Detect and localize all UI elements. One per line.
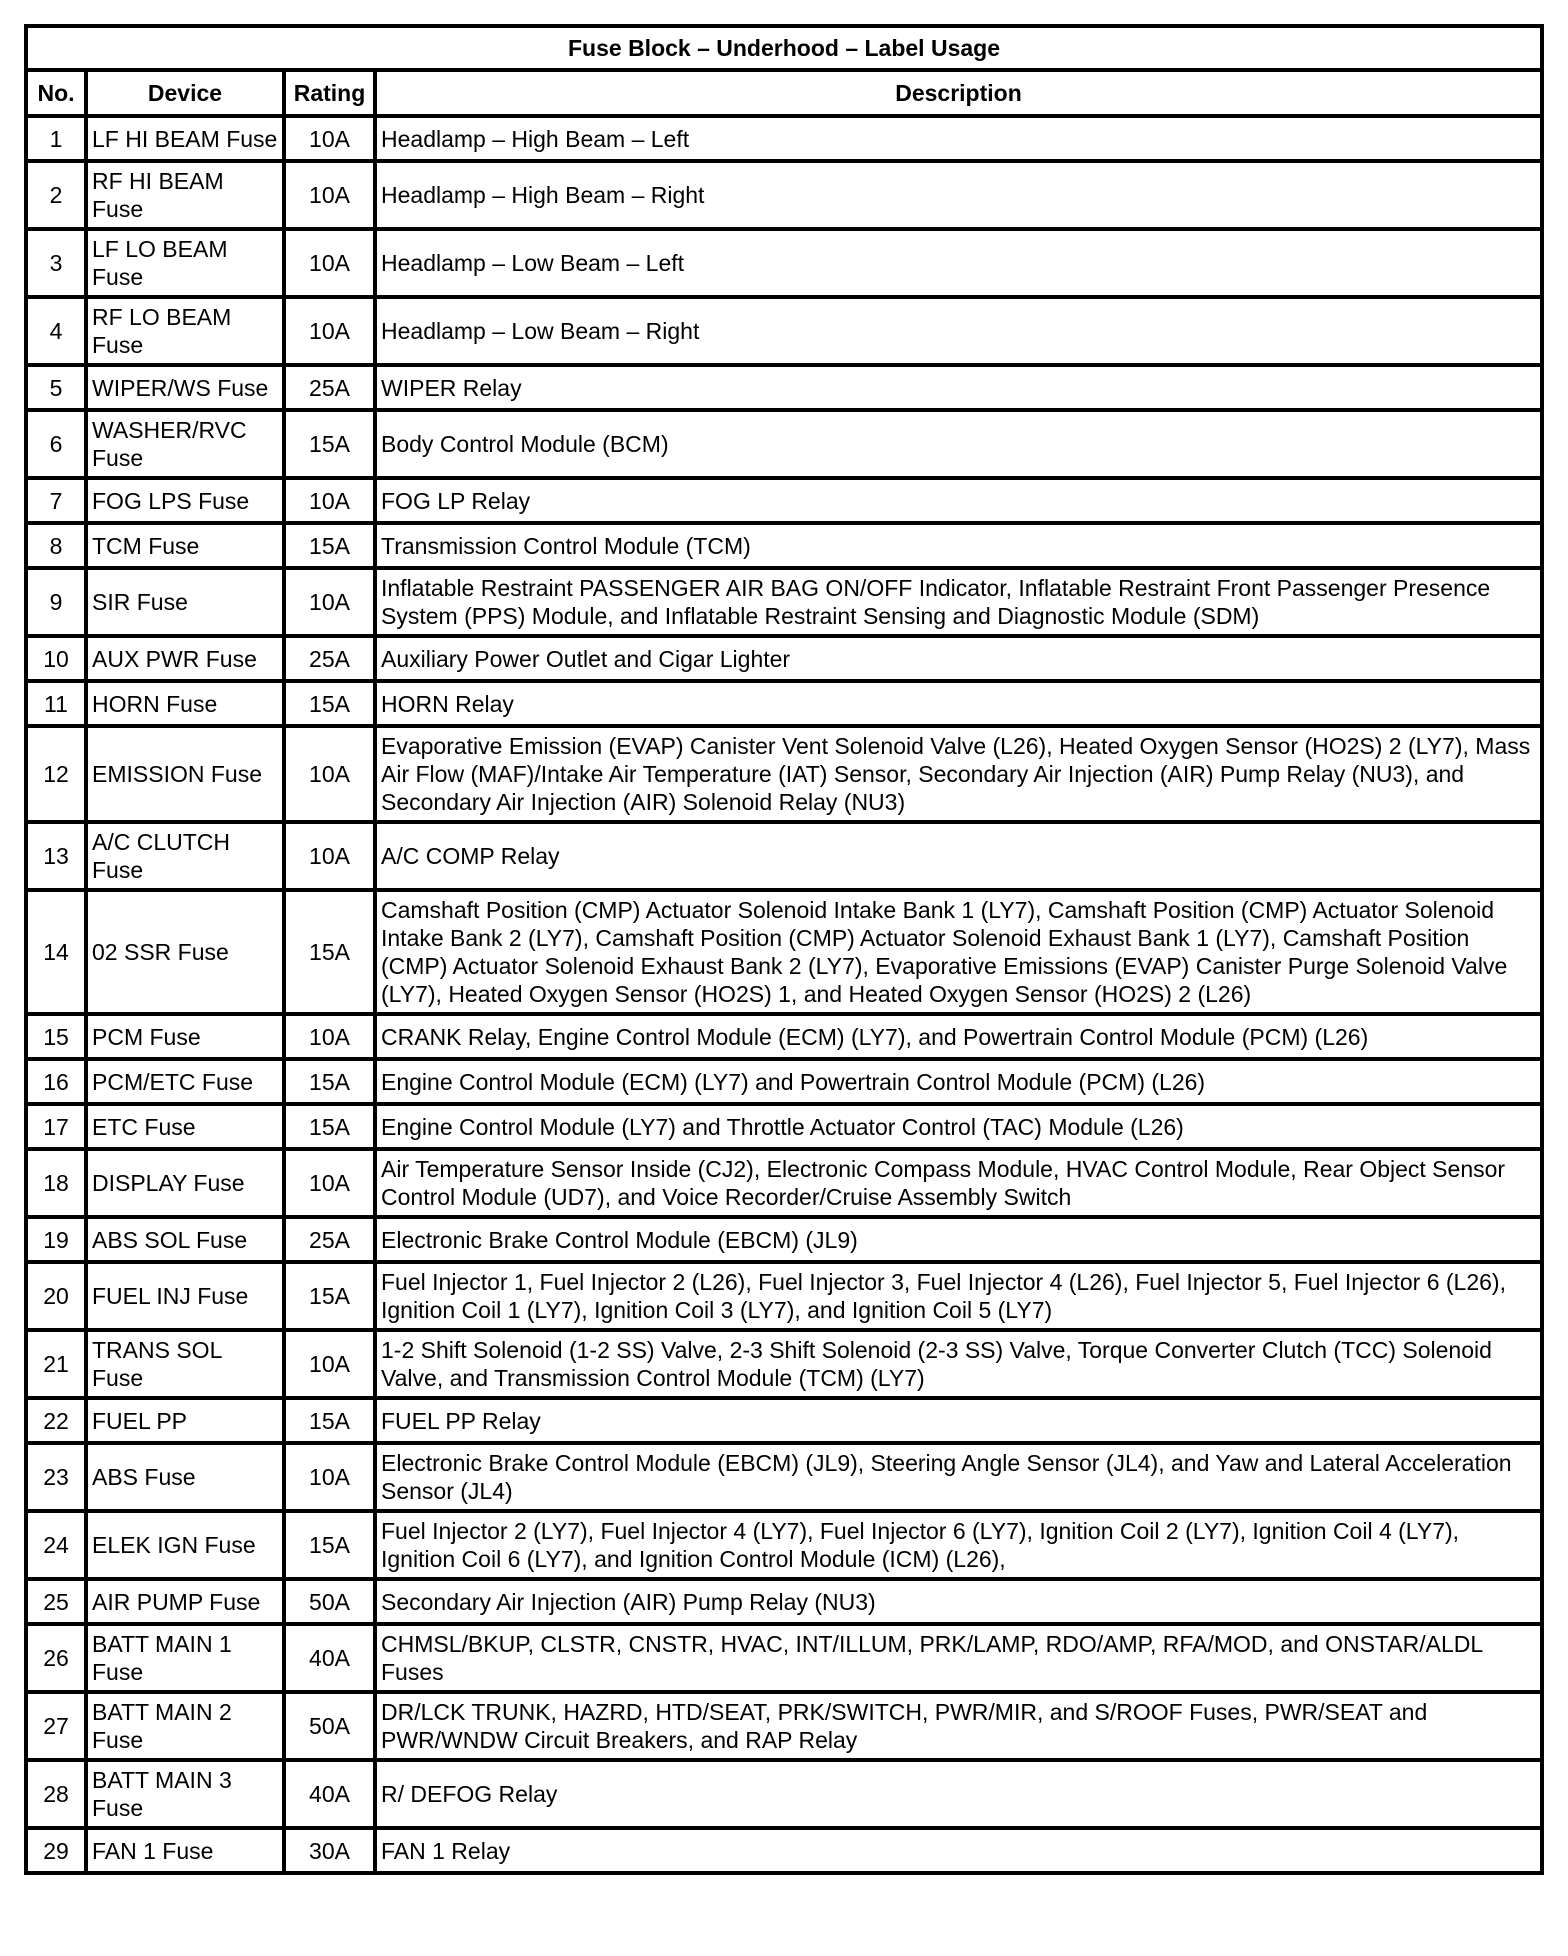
table-row bbox=[26, 1624, 1542, 1692]
fuse-rating: 15A bbox=[284, 1511, 375, 1579]
fuse-rating: 10A bbox=[284, 116, 375, 161]
fuse-rating: 15A bbox=[284, 1398, 375, 1443]
fuse-description: R/ DEFOG Relay bbox=[375, 1760, 1542, 1828]
fuse-number: 24 bbox=[26, 1511, 86, 1579]
fuse-description: Fuel Injector 1, Fuel Injector 2 (L26), Fuel Injector 3, Fuel Injector 4 (L26), Fuel Injector 5, Fuel Injector 6 (L26), Ignition Coil 1 (LY7), Ignition Coil 3 (LY7), and Ignition Coil 5 (LY7) bbox=[375, 1262, 1542, 1330]
fuse-description: Inflatable Restraint PASSENGER AIR BAG ON/OFF Indicator, Inflatable Restraint Front Passenger Presence System (PPS) Module, and Inflatable Restraint Sensing and Diagnostic Module (SDM) bbox=[375, 568, 1542, 636]
fuse-rating: 25A bbox=[284, 365, 375, 410]
fuse-description: CRANK Relay, Engine Control Module (ECM) (LY7), and Powertrain Control Module (PCM) (L26) bbox=[375, 1014, 1542, 1059]
fuse-rating: 10A bbox=[284, 822, 375, 890]
table-row bbox=[26, 1443, 1542, 1511]
fuse-description: Headlamp – High Beam – Left bbox=[375, 116, 1542, 161]
fuse-device: RF HI BEAM Fuse bbox=[86, 161, 284, 229]
table-row bbox=[26, 523, 1542, 568]
fuse-rating: 15A bbox=[284, 410, 375, 478]
fuse-number: 18 bbox=[26, 1149, 86, 1217]
table-row bbox=[26, 1828, 1542, 1873]
fuse-description: Air Temperature Sensor Inside (CJ2), Electronic Compass Module, HVAC Control Module, Rear Object Sensor Control Module (UD7), and Voice Recorder/Cruise Assembly Switch bbox=[375, 1149, 1542, 1217]
fuse-number: 5 bbox=[26, 365, 86, 410]
fuse-device: LF HI BEAM Fuse bbox=[86, 116, 284, 161]
fuse-number: 19 bbox=[26, 1217, 86, 1262]
table-row bbox=[26, 1579, 1542, 1624]
fuse-number: 21 bbox=[26, 1330, 86, 1398]
fuse-number: 12 bbox=[26, 726, 86, 822]
fuse-rating: 10A bbox=[284, 229, 375, 297]
fuse-description: FOG LP Relay bbox=[375, 478, 1542, 523]
fuse-number: 28 bbox=[26, 1760, 86, 1828]
table-row bbox=[26, 636, 1542, 681]
fuse-description: Evaporative Emission (EVAP) Canister Vent Solenoid Valve (L26), Heated Oxygen Sensor (HO2S) 2 (LY7), Mass Air Flow (MAF)/Intake Air Temperature (IAT) Sensor, Secondary Air Injection (AIR) Pump Relay (NU3), and Secondary Air Injection (AIR) Solenoid Relay (NU3) bbox=[375, 726, 1542, 822]
table-row bbox=[26, 1014, 1542, 1059]
fuse-device: FOG LPS Fuse bbox=[86, 478, 284, 523]
fuse-description: WIPER Relay bbox=[375, 365, 1542, 410]
fuse-rating: 50A bbox=[284, 1579, 375, 1624]
fuse-device: TCM Fuse bbox=[86, 523, 284, 568]
table-row bbox=[26, 822, 1542, 890]
fuse-number: 10 bbox=[26, 636, 86, 681]
fuse-rating: 10A bbox=[284, 161, 375, 229]
fuse-device: BATT MAIN 2 Fuse bbox=[86, 1692, 284, 1760]
table-row bbox=[26, 890, 1542, 1014]
fuse-description: FAN 1 Relay bbox=[375, 1828, 1542, 1873]
table-row bbox=[26, 726, 1542, 822]
fuse-number: 25 bbox=[26, 1579, 86, 1624]
fuse-rating: 50A bbox=[284, 1692, 375, 1760]
fuse-rating: 15A bbox=[284, 523, 375, 568]
fuse-device: BATT MAIN 1 Fuse bbox=[86, 1624, 284, 1692]
table-row bbox=[26, 1217, 1542, 1262]
fuse-rating: 10A bbox=[284, 1149, 375, 1217]
table-title: Fuse Block – Underhood – Label Usage bbox=[26, 26, 1542, 70]
fuse-number: 3 bbox=[26, 229, 86, 297]
fuse-number: 13 bbox=[26, 822, 86, 890]
fuse-number: 6 bbox=[26, 410, 86, 478]
fuse-device: WIPER/WS Fuse bbox=[86, 365, 284, 410]
fuse-number: 22 bbox=[26, 1398, 86, 1443]
table-row bbox=[26, 568, 1542, 636]
fuse-device: A/C CLUTCH Fuse bbox=[86, 822, 284, 890]
fuse-rating: 15A bbox=[284, 1104, 375, 1149]
fuse-description: Camshaft Position (CMP) Actuator Solenoid Intake Bank 1 (LY7), Camshaft Position (CMP) Actuator Solenoid Intake Bank 2 (LY7), Camshaft Position (CMP) Actuator Solenoid Exhaust Bank 1 (LY7), Camshaft Position (CMP) Actuator Solenoid Exhaust Bank 2 (LY7), Evaporative Emissions (EVAP) Canister Purge Solenoid Valve (LY7), Heated Oxygen Sensor (HO2S) 1, and Heated Oxygen Sensor (HO2S) 2 (L26) bbox=[375, 890, 1542, 1014]
fuse-rating: 25A bbox=[284, 636, 375, 681]
fuse-device: AUX PWR Fuse bbox=[86, 636, 284, 681]
fuse-device: AIR PUMP Fuse bbox=[86, 1579, 284, 1624]
fuse-table bbox=[24, 24, 1544, 1875]
fuse-device: SIR Fuse bbox=[86, 568, 284, 636]
fuse-rating: 10A bbox=[284, 478, 375, 523]
fuse-description: DR/LCK TRUNK, HAZRD, HTD/SEAT, PRK/SWITCH, PWR/MIR, and S/ROOF Fuses, PWR/SEAT and PWR/WNDW Circuit Breakers, and RAP Relay bbox=[375, 1692, 1542, 1760]
header-description: Description bbox=[375, 70, 1542, 116]
fuse-description: Body Control Module (BCM) bbox=[375, 410, 1542, 478]
fuse-device: ABS SOL Fuse bbox=[86, 1217, 284, 1262]
fuse-device: ABS Fuse bbox=[86, 1443, 284, 1511]
table-row bbox=[26, 1398, 1542, 1443]
fuse-rating: 10A bbox=[284, 1014, 375, 1059]
table-row bbox=[26, 1760, 1542, 1828]
table-row bbox=[26, 229, 1542, 297]
fuse-number: 29 bbox=[26, 1828, 86, 1873]
fuse-description: Engine Control Module (LY7) and Throttle Actuator Control (TAC) Module (L26) bbox=[375, 1104, 1542, 1149]
table-row bbox=[26, 297, 1542, 365]
fuse-rating: 15A bbox=[284, 681, 375, 726]
fuse-device: FUEL PP bbox=[86, 1398, 284, 1443]
fuse-number: 8 bbox=[26, 523, 86, 568]
table-row bbox=[26, 365, 1542, 410]
fuse-number: 26 bbox=[26, 1624, 86, 1692]
fuse-rating: 10A bbox=[284, 1330, 375, 1398]
fuse-description: Headlamp – High Beam – Right bbox=[375, 161, 1542, 229]
fuse-number: 9 bbox=[26, 568, 86, 636]
fuse-description: Engine Control Module (ECM) (LY7) and Powertrain Control Module (PCM) (L26) bbox=[375, 1059, 1542, 1104]
fuse-description: A/C COMP Relay bbox=[375, 822, 1542, 890]
fuse-device: RF LO BEAM Fuse bbox=[86, 297, 284, 365]
fuse-device: EMISSION Fuse bbox=[86, 726, 284, 822]
fuse-number: 20 bbox=[26, 1262, 86, 1330]
fuse-description: FUEL PP Relay bbox=[375, 1398, 1542, 1443]
fuse-description: Fuel Injector 2 (LY7), Fuel Injector 4 (LY7), Fuel Injector 6 (LY7), Ignition Coil 2 (LY7), Ignition Coil 4 (LY7), Ignition Coil 6 (LY7), and Ignition Control Module (ICM) (L26), bbox=[375, 1511, 1542, 1579]
fuse-description: Transmission Control Module (TCM) bbox=[375, 523, 1542, 568]
fuse-rating: 10A bbox=[284, 726, 375, 822]
header-device: Device bbox=[86, 70, 284, 116]
fuse-rating: 25A bbox=[284, 1217, 375, 1262]
table-row bbox=[26, 1330, 1542, 1398]
fuse-number: 1 bbox=[26, 116, 86, 161]
fuse-number: 11 bbox=[26, 681, 86, 726]
fuse-number: 15 bbox=[26, 1014, 86, 1059]
fuse-device: PCM/ETC Fuse bbox=[86, 1059, 284, 1104]
fuse-number: 4 bbox=[26, 297, 86, 365]
fuse-description: 1-2 Shift Solenoid (1-2 SS) Valve, 2-3 Shift Solenoid (2-3 SS) Valve, Torque Converter Clutch (TCC) Solenoid Valve, and Transmission Control Module (TCM) (LY7) bbox=[375, 1330, 1542, 1398]
fuse-description: CHMSL/BKUP, CLSTR, CNSTR, HVAC, INT/ILLUM, PRK/LAMP, RDO/AMP, RFA/MOD, and ONSTAR/ALDL Fuses bbox=[375, 1624, 1542, 1692]
fuse-rating: 10A bbox=[284, 297, 375, 365]
table-row bbox=[26, 478, 1542, 523]
fuse-description: HORN Relay bbox=[375, 681, 1542, 726]
fuse-device: TRANS SOL Fuse bbox=[86, 1330, 284, 1398]
fuse-number: 17 bbox=[26, 1104, 86, 1149]
fuse-number: 27 bbox=[26, 1692, 86, 1760]
fuse-description: Electronic Brake Control Module (EBCM) (JL9), Steering Angle Sensor (JL4), and Yaw and Lateral Acceleration Sensor (JL4) bbox=[375, 1443, 1542, 1511]
table-row bbox=[26, 1511, 1542, 1579]
fuse-description: Auxiliary Power Outlet and Cigar Lighter bbox=[375, 636, 1542, 681]
fuse-number: 23 bbox=[26, 1443, 86, 1511]
fuse-device: DISPLAY Fuse bbox=[86, 1149, 284, 1217]
fuse-number: 14 bbox=[26, 890, 86, 1014]
fuse-rating: 15A bbox=[284, 1262, 375, 1330]
table-row bbox=[26, 1059, 1542, 1104]
fuse-device: HORN Fuse bbox=[86, 681, 284, 726]
table-row bbox=[26, 410, 1542, 478]
fuse-device: 02 SSR Fuse bbox=[86, 890, 284, 1014]
fuse-device: WASHER/RVC Fuse bbox=[86, 410, 284, 478]
fuse-number: 2 bbox=[26, 161, 86, 229]
fuse-description: Headlamp – Low Beam – Right bbox=[375, 297, 1542, 365]
header-rating: Rating bbox=[284, 70, 375, 116]
table-row bbox=[26, 161, 1542, 229]
fuse-device: FAN 1 Fuse bbox=[86, 1828, 284, 1873]
fuse-device: LF LO BEAM Fuse bbox=[86, 229, 284, 297]
fuse-device: ELEK IGN Fuse bbox=[86, 1511, 284, 1579]
fuse-device: BATT MAIN 3 Fuse bbox=[86, 1760, 284, 1828]
table-row bbox=[26, 1149, 1542, 1217]
table-row bbox=[26, 681, 1542, 726]
fuse-number: 7 bbox=[26, 478, 86, 523]
fuse-number: 16 bbox=[26, 1059, 86, 1104]
fuse-device: PCM Fuse bbox=[86, 1014, 284, 1059]
fuse-description: Electronic Brake Control Module (EBCM) (JL9) bbox=[375, 1217, 1542, 1262]
fuse-rating: 15A bbox=[284, 890, 375, 1014]
fuse-description: Secondary Air Injection (AIR) Pump Relay (NU3) bbox=[375, 1579, 1542, 1624]
fuse-rating: 40A bbox=[284, 1760, 375, 1828]
fuse-device: FUEL INJ Fuse bbox=[86, 1262, 284, 1330]
table-row bbox=[26, 1692, 1542, 1760]
fuse-device: ETC Fuse bbox=[86, 1104, 284, 1149]
fuse-rating: 40A bbox=[284, 1624, 375, 1692]
header-no: No. bbox=[26, 70, 86, 116]
fuse-description: Headlamp – Low Beam – Left bbox=[375, 229, 1542, 297]
fuse-rating: 15A bbox=[284, 1059, 375, 1104]
fuse-rating: 10A bbox=[284, 568, 375, 636]
fuse-rating: 10A bbox=[284, 1443, 375, 1511]
table-row bbox=[26, 1262, 1542, 1330]
table-row bbox=[26, 1104, 1542, 1149]
table-row bbox=[26, 116, 1542, 161]
fuse-rating: 30A bbox=[284, 1828, 375, 1873]
